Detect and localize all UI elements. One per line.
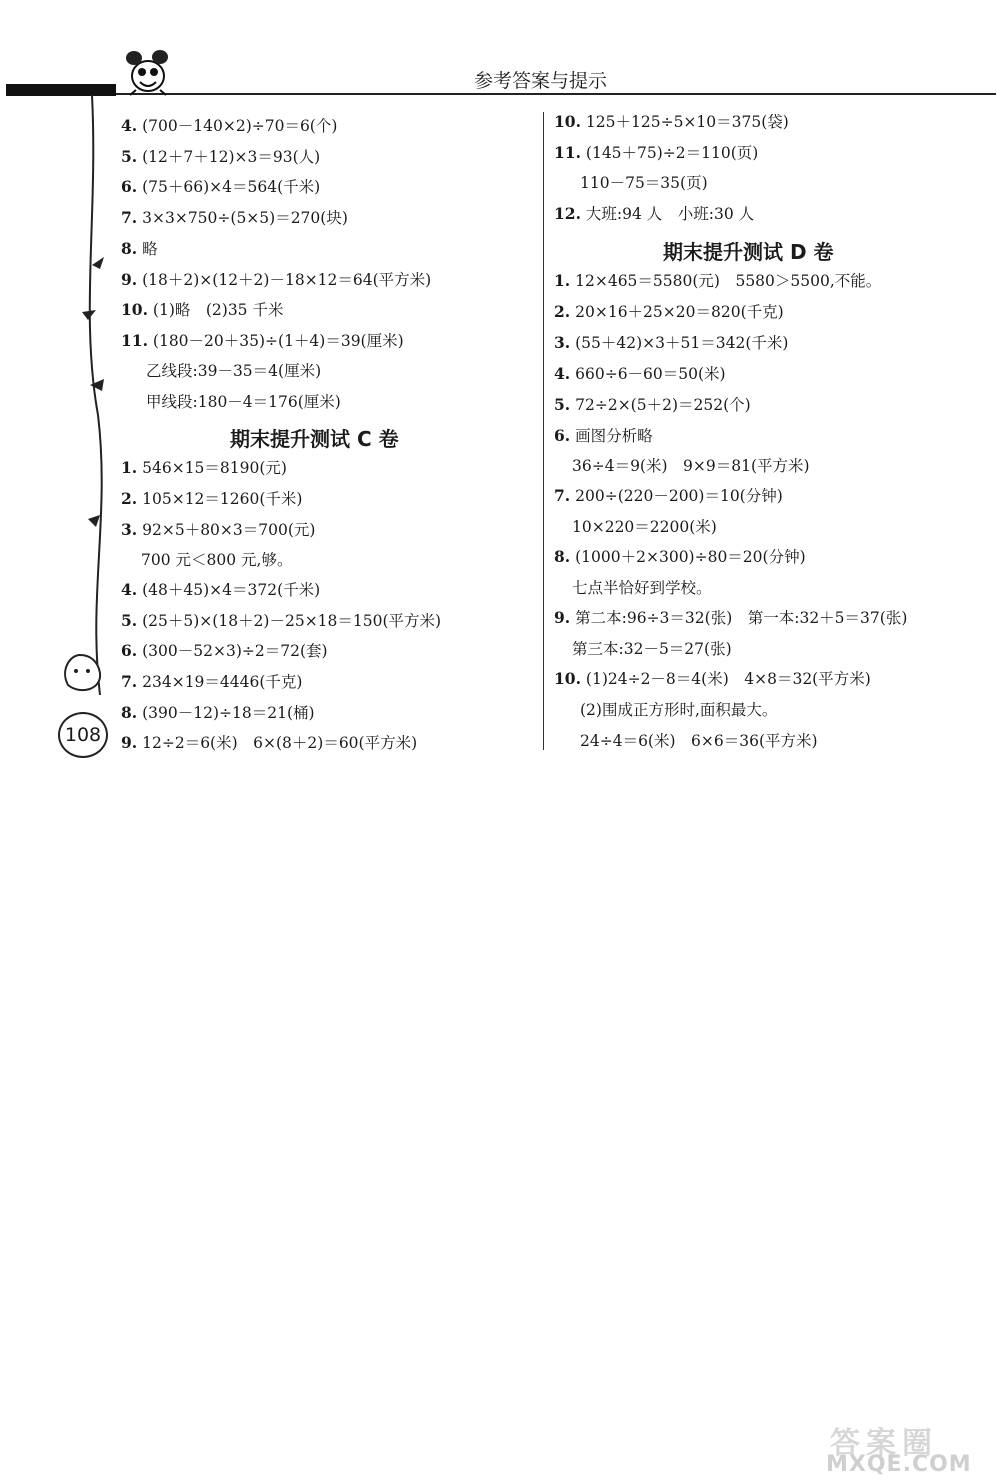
page-number: 108 bbox=[58, 712, 108, 758]
answer-line: 8. 略 bbox=[121, 239, 158, 258]
answer-line: 9. 第二本:96÷3＝32(张) 第一本:32＋5＝37(张) bbox=[554, 608, 908, 627]
answer-line: 11. (180－20＋35)÷(1＋4)＝39(厘米) bbox=[121, 331, 404, 350]
section-title-d: 期末提升测试 D 卷 bbox=[663, 240, 834, 264]
answer-line: 5. (12＋7＋12)×3＝93(人) bbox=[121, 147, 321, 166]
answer-line: 6. (75＋66)×4＝564(千米) bbox=[121, 177, 321, 196]
answer-line: 7. 200÷(220－200)＝10(分钟) bbox=[554, 486, 783, 505]
answer-line: 110－75＝35(页) bbox=[580, 174, 708, 192]
answer-line: 9. (18＋2)×(12＋2)－18×12＝64(平方米) bbox=[121, 270, 432, 289]
column-divider bbox=[543, 112, 544, 750]
answer-line: 10. 125＋125÷5×10＝375(袋) bbox=[554, 112, 789, 131]
answer-line: 12. 大班:94 人 小班:30 人 bbox=[554, 204, 755, 223]
answer-line: 4. (48＋45)×4＝372(千米) bbox=[121, 580, 321, 599]
answer-line: 10×220＝2200(米) bbox=[572, 518, 717, 536]
header-rule bbox=[116, 93, 996, 95]
watermark-logo: 答案圈 bbox=[830, 1426, 938, 1461]
answer-line: 甲线段:180－4＝176(厘米) bbox=[146, 393, 341, 411]
answer-line: 10. (1)略 (2)35 千米 bbox=[121, 300, 284, 319]
answer-line: 3. 92×5＋80×3＝700(元) bbox=[121, 520, 316, 539]
section-title-c: 期末提升测试 C 卷 bbox=[230, 427, 399, 451]
answer-line: 乙线段:39－35＝4(厘米) bbox=[146, 362, 322, 380]
answer-line: 第三本:32－5＝27(张) bbox=[572, 640, 732, 658]
answer-line: 8. (390－12)÷18＝21(桶) bbox=[121, 703, 315, 722]
answer-line: 1. 546×15＝8190(元) bbox=[121, 458, 287, 477]
vine-decoration-icon bbox=[40, 95, 110, 715]
answer-line: 8. (1000＋2×300)÷80＝20(分钟) bbox=[554, 547, 806, 566]
answer-line: 9. 12÷2＝6(米) 6×(8＋2)＝60(平方米) bbox=[121, 733, 418, 752]
answer-line: 5. 72÷2×(5＋2)＝252(个) bbox=[554, 395, 751, 414]
answer-line: 7. 234×19＝4446(千克) bbox=[121, 672, 303, 691]
watermark-url: MXQE.COM bbox=[826, 1452, 972, 1477]
answer-line: 24÷4＝6(米) 6×6＝36(平方米) bbox=[580, 732, 818, 750]
answer-line: 5. (25＋5)×(18＋2)－25×18＝150(平方米) bbox=[121, 611, 442, 630]
answer-line: 4. 660÷6－60＝50(米) bbox=[554, 364, 726, 383]
bee-mascot-icon bbox=[122, 48, 174, 96]
answer-line: 3. (55＋42)×3＋51＝342(千米) bbox=[554, 333, 789, 352]
answer-line: 4. (700－140×2)÷70＝6(个) bbox=[121, 116, 338, 135]
page-header-title: 参考答案与提示 bbox=[474, 70, 608, 92]
answer-line: 2. 20×16＋25×20＝820(千克) bbox=[554, 302, 784, 321]
answer-line: 6. (300－52×3)÷2＝72(套) bbox=[121, 641, 328, 660]
answer-line: 36÷4＝9(米) 9×9＝81(平方米) bbox=[572, 457, 810, 475]
answer-line: 7. 3×3×750÷(5×5)＝270(块) bbox=[121, 208, 348, 227]
answer-line: 10. (1)24÷2－8＝4(米) 4×8＝32(平方米) bbox=[554, 669, 871, 688]
answer-line: 700 元＜800 元,够。 bbox=[141, 551, 293, 569]
answer-line: 11. (145＋75)÷2＝110(页) bbox=[554, 143, 759, 162]
answer-line: 6. 画图分析略 bbox=[554, 426, 653, 445]
answer-line: 1. 12×465＝5580(元) 5580＞5500,不能。 bbox=[554, 271, 882, 290]
answer-line: (2)围成正方形时,面积最大。 bbox=[580, 701, 778, 719]
answer-line: 七点半恰好到学校。 bbox=[572, 579, 712, 597]
answer-line: 2. 105×12＝1260(千米) bbox=[121, 489, 303, 508]
